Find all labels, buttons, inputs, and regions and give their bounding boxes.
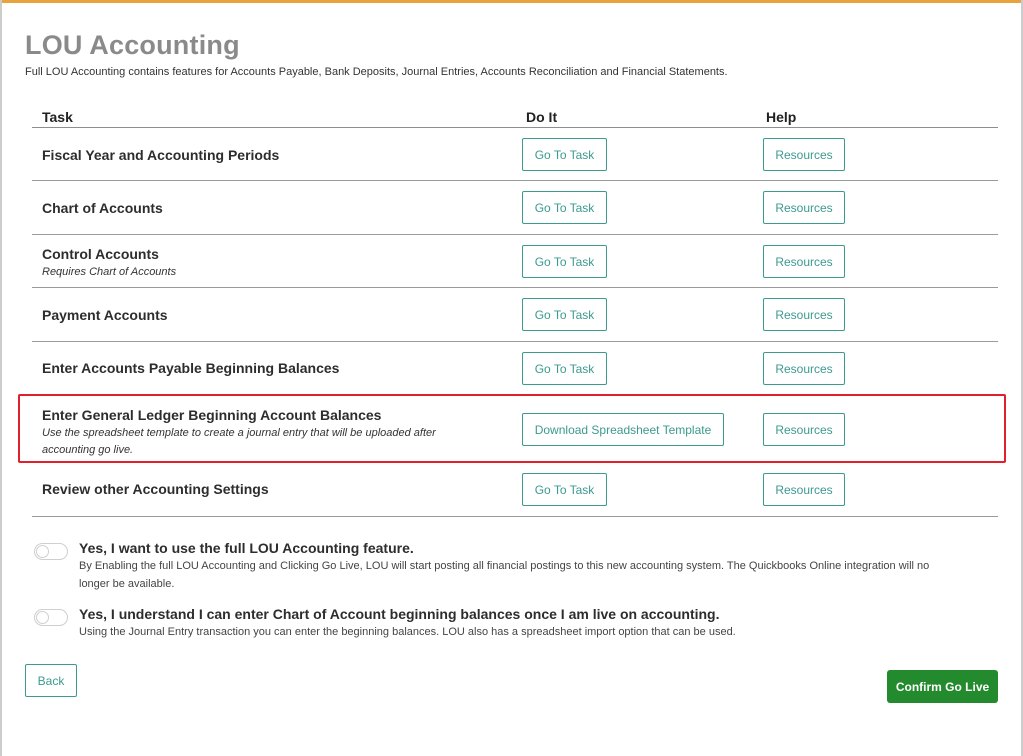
toggle-knob [36, 545, 49, 558]
table-row [32, 463, 998, 517]
table-row [32, 128, 998, 181]
top-border [0, 0, 1023, 3]
task-cell [42, 147, 279, 163]
task-title: Chart of Accounts [42, 200, 163, 216]
confirm-go-live-button[interactable]: Confirm Go Live [887, 670, 998, 703]
task-cell [42, 246, 176, 281]
resources-button[interactable]: Resources [763, 191, 845, 224]
task-table [32, 107, 998, 517]
download-spreadsheet-template-button[interactable]: Download Spreadsheet Template [522, 413, 724, 446]
header-task: Task [42, 109, 73, 125]
header-doit: Do It [526, 109, 558, 125]
task-title: Fiscal Year and Accounting Periods [42, 147, 280, 163]
task-cell [42, 307, 168, 323]
task-note-line-1: Use the spreadsheet template to create a journal entry that will be uploaded after [42, 427, 436, 439]
task-title: Enter General Ledger Beginning Account Balances [42, 407, 382, 423]
full-accounting-toggle[interactable] [34, 543, 68, 560]
go-to-task-button[interactable]: Go To Task [522, 138, 607, 171]
table-row [32, 396, 998, 463]
resources-button[interactable]: Resources [763, 298, 845, 331]
resources-button[interactable]: Resources [763, 245, 845, 278]
table-row [32, 235, 998, 288]
go-to-task-button[interactable]: Go To Task [522, 191, 607, 224]
go-to-task-button[interactable]: Go To Task [522, 473, 607, 506]
beginning-balances-toggle[interactable] [34, 609, 68, 626]
left-border [0, 0, 2, 756]
toggle-knob [36, 611, 49, 624]
table-row [32, 288, 998, 342]
go-to-task-button[interactable]: Go To Task [522, 352, 607, 385]
task-cell [42, 200, 163, 216]
resources-button[interactable]: Resources [763, 473, 845, 506]
task-note-line-2: accounting go live. [42, 444, 134, 456]
toggle-desc-line-2: longer be available. [79, 578, 175, 590]
task-title: Control Accounts [42, 246, 159, 262]
table-header [32, 107, 998, 128]
task-title: Payment Accounts [42, 307, 168, 323]
toggle-text [79, 540, 1009, 593]
resources-button[interactable]: Resources [763, 352, 845, 385]
go-to-task-button[interactable]: Go To Task [522, 245, 607, 278]
page-subtitle: Full LOU Accounting contains features for Accounts Payable, Bank Deposits, Journal Entries, Accounts Reconciliation and Financial Statements. [25, 66, 728, 78]
back-button[interactable]: Back [25, 664, 77, 697]
table-row [32, 342, 998, 396]
toggle-title: Yes, I understand I can enter Chart of Account beginning balances once I am live on accounting. [79, 606, 720, 622]
toggle-title: Yes, I want to use the full LOU Accounting feature. [79, 540, 414, 556]
toggle-desc-line-1: Using the Journal Entry transaction you can enter the beginning balances. LOU also has a spreadsheet import option that can be used. [79, 626, 736, 638]
resources-button[interactable]: Resources [763, 138, 845, 171]
resources-button[interactable]: Resources [763, 413, 845, 446]
header-help: Help [766, 109, 797, 125]
task-cell [42, 481, 269, 497]
toggle-text [79, 606, 1009, 641]
task-title: Review other Accounting Settings [42, 481, 269, 497]
toggle-desc-line-1: By Enabling the full LOU Accounting and Clicking Go Live, LOU will start posting all financial postings to this new accounting system. The Quickbooks Online integration will no [79, 560, 930, 572]
task-cell [42, 360, 339, 376]
page-title: LOU Accounting [25, 30, 240, 60]
task-title: Enter Accounts Payable Beginning Balances [42, 360, 340, 376]
go-to-task-button[interactable]: Go To Task [522, 298, 607, 331]
task-note: Requires Chart of Accounts [42, 266, 177, 278]
table-row [32, 181, 998, 235]
task-cell [42, 407, 436, 459]
